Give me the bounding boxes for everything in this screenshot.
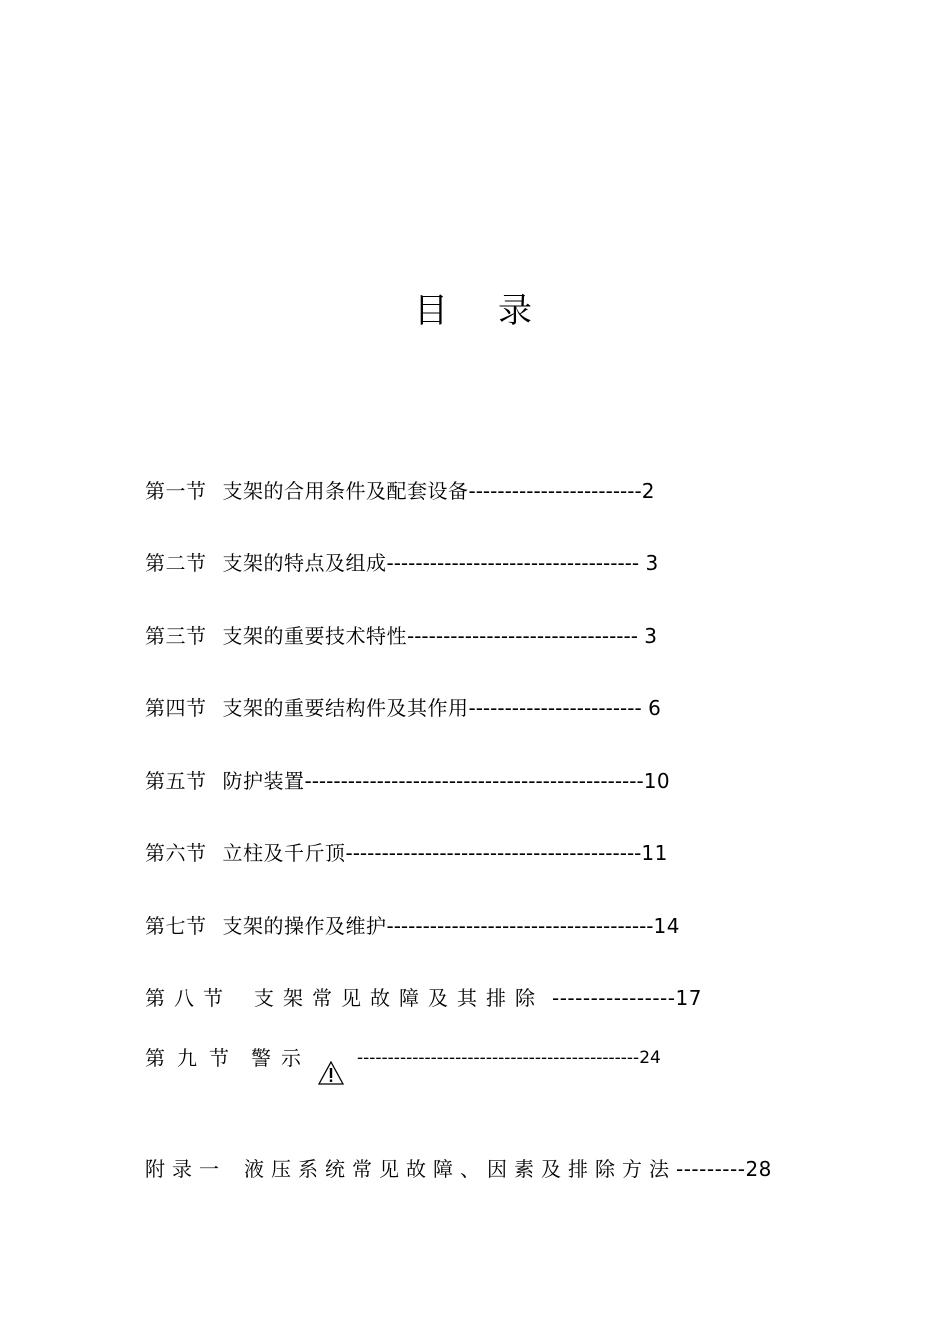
title-part-2: 录 bbox=[498, 291, 536, 331]
toc-entry-3[interactable] bbox=[145, 621, 658, 651]
title-part-1: 目 bbox=[414, 291, 452, 331]
warning-triangle-icon bbox=[318, 1061, 344, 1085]
toc-page: 11 bbox=[641, 841, 668, 865]
toc-section: 第四节 bbox=[145, 696, 207, 720]
toc-section: 第二节 bbox=[145, 551, 207, 575]
toc-page: 10 bbox=[643, 769, 671, 793]
toc-appendix-1[interactable] bbox=[145, 1154, 772, 1184]
toc-entry-2[interactable] bbox=[145, 548, 659, 578]
toc-title: 液压系统常见故障、因素及排除方法 bbox=[244, 1157, 676, 1181]
toc-entry-9[interactable] bbox=[145, 1043, 311, 1073]
toc-title: 支架的特点及组成 bbox=[222, 551, 387, 575]
toc-entry-5[interactable] bbox=[145, 766, 670, 796]
toc-page: 2 bbox=[641, 479, 655, 503]
toc-title: 支架常见故障及其排除 bbox=[254, 986, 544, 1010]
toc-page: 3 bbox=[644, 624, 658, 648]
toc-page: 24 bbox=[639, 1048, 661, 1068]
toc-entry-9-leader bbox=[357, 1043, 661, 1073]
toc-entry-1[interactable] bbox=[145, 476, 655, 506]
toc-title: 警示 bbox=[251, 1046, 311, 1070]
toc-leader: ----------------------------------- bbox=[386, 551, 646, 575]
toc-leader: ------------------------ bbox=[468, 479, 642, 503]
toc-section: 第八节 bbox=[145, 986, 232, 1010]
toc-title: 立柱及千斤顶 bbox=[222, 841, 346, 865]
toc-entry-8[interactable] bbox=[145, 983, 702, 1013]
toc-page: 17 bbox=[675, 986, 702, 1010]
toc-page: 3 bbox=[645, 551, 659, 575]
toc-title: 支架的重要技术特性 bbox=[222, 624, 407, 648]
toc-page: 14 bbox=[653, 914, 680, 938]
toc-page: 6 bbox=[648, 696, 662, 720]
toc-leader: ---------------------------------------------- bbox=[357, 1048, 640, 1068]
toc-page: 28 bbox=[745, 1157, 772, 1181]
toc-section: 第七节 bbox=[145, 914, 207, 938]
toc-leader: ----------------------------------------------- bbox=[304, 769, 644, 793]
toc-leader: ------------------------------------- bbox=[386, 914, 654, 938]
toc-leader: ----------------------------------------- bbox=[345, 841, 642, 865]
toc-section: 第九节 bbox=[145, 1046, 241, 1070]
toc-title: 支架的重要结构件及其作用 bbox=[222, 696, 469, 720]
toc-leader: -------------------------------- bbox=[407, 624, 645, 648]
toc-title: 防护装置 bbox=[222, 769, 305, 793]
toc-section: 第一节 bbox=[145, 479, 207, 503]
toc-leader: ------------------------ bbox=[468, 696, 649, 720]
toc-leader: --------- bbox=[676, 1157, 746, 1181]
toc-entry-4[interactable] bbox=[145, 693, 661, 723]
toc-section: 第六节 bbox=[145, 841, 207, 865]
toc-entry-7[interactable] bbox=[145, 911, 680, 941]
page-title bbox=[0, 283, 950, 332]
toc-section: 第三节 bbox=[145, 624, 207, 648]
toc-entry-6[interactable] bbox=[145, 838, 668, 868]
toc-section: 附录一 bbox=[145, 1157, 226, 1181]
toc-section: 第五节 bbox=[145, 769, 207, 793]
toc-leader: ---------------- bbox=[552, 986, 676, 1010]
toc-title: 支架的操作及维护 bbox=[222, 914, 387, 938]
toc-title: 支架的合用条件及配套设备 bbox=[222, 479, 469, 503]
